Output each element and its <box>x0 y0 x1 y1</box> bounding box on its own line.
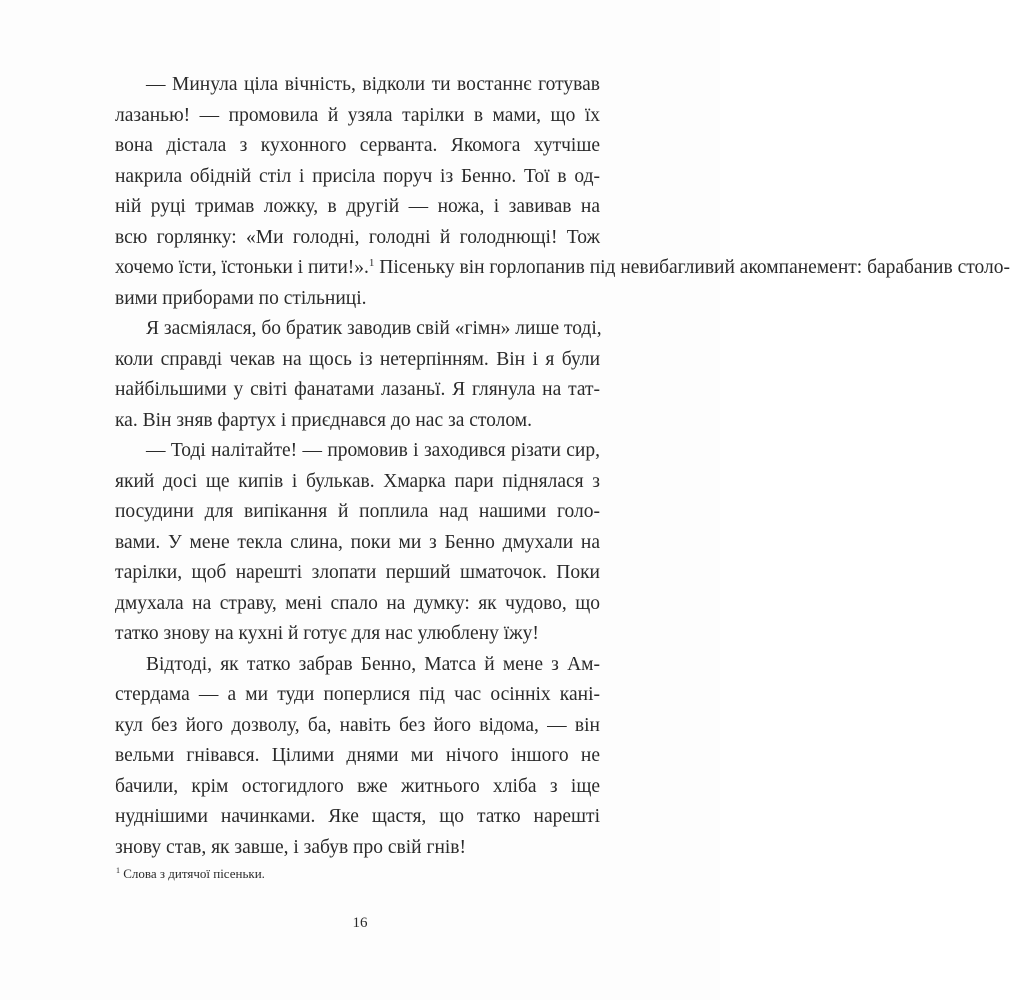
footnote <box>116 865 265 883</box>
text-line: тарілки, щоб нарешті злопати перший шматочок. Поки <box>115 562 600 583</box>
text-line: — Минула ціла вічність, відколи ти востаннє готував <box>146 74 600 95</box>
text-line: кул без його дозволу, ба, навіть без його відома, — він <box>115 714 600 736</box>
text-line: вими приборами по стільниці. <box>115 287 367 309</box>
text-line: всю горлянку: «Ми голодні, голодні й голоднющі! Тож <box>115 226 600 248</box>
text-line: який досі ще кипів і булькав. Хмарка пари піднялася з <box>115 470 600 492</box>
text-line: лазанью! — промовила й узяла тарілки в мами, що їх <box>115 104 600 126</box>
text-line: татко знову на кухні й готує для нас улюблену їжу! <box>115 623 539 644</box>
text-line: найбільшими у світі фанатами лазаньї. Я глянула на тат- <box>115 379 600 400</box>
text-line-with-footnote <box>115 253 1010 284</box>
body-text <box>115 70 1010 863</box>
footnote-reference: 1 <box>368 257 375 269</box>
text-line: ка. Він зняв фартух і приєднався до нас за столом. <box>115 409 532 431</box>
text-line: Відтоді, як татко забрав Бенно, Матса й мене з Ам- <box>146 653 600 675</box>
text-line: посудини для випікання й поплила над нашими голо- <box>115 501 600 522</box>
text-line: стердама — а ми туди поперлися під час осінніх кані- <box>115 684 600 705</box>
text-line: ній руці тримав ложку, в другій — ножа, і завивав на <box>115 196 600 217</box>
text-line: накрила обідній стіл і присіла поруч із Бенно. Тої в од- <box>115 165 600 187</box>
footnote-text: Слова з дитячої пісеньки. <box>120 866 265 881</box>
text-line: вона дістала з кухонного серванта. Якомога хутчіше <box>115 135 600 156</box>
text-fragment: Пісеньку він горлопанив під невибагливий акомпанемент: барабанив столо- <box>374 257 1010 278</box>
text-line: — Тоді налітайте! — промовив і заходився різати сир, <box>146 440 600 461</box>
text-line: нуднішими начинками. Яке щастя, що татко нарешті <box>115 806 600 827</box>
footnote-marker: 1 <box>116 866 120 875</box>
text-line: дмухала на страву, мені спало на думку: як чудово, що <box>115 592 600 614</box>
text-line: бачили, крім остогидлого вже житнього хліба з іще <box>115 775 600 797</box>
text-line: знову став, як завше, і забув про свій гнів! <box>115 836 466 858</box>
text-line: коли справді чекав на щось із нетерпінням. Він і я були <box>115 348 600 370</box>
text-line: Я засміялася, бо братик заводив свій «гімн» лише тоді, <box>146 318 602 339</box>
text-line: вами. У мене текла слина, поки ми з Бенно дмухали на <box>115 531 600 553</box>
text-fragment: хочемо їсти, їстоньки і пити!». <box>115 257 369 278</box>
page-number: 16 <box>352 915 368 931</box>
text-line: вельми гнівався. Цілими днями ми нічого іншого не <box>115 745 600 766</box>
